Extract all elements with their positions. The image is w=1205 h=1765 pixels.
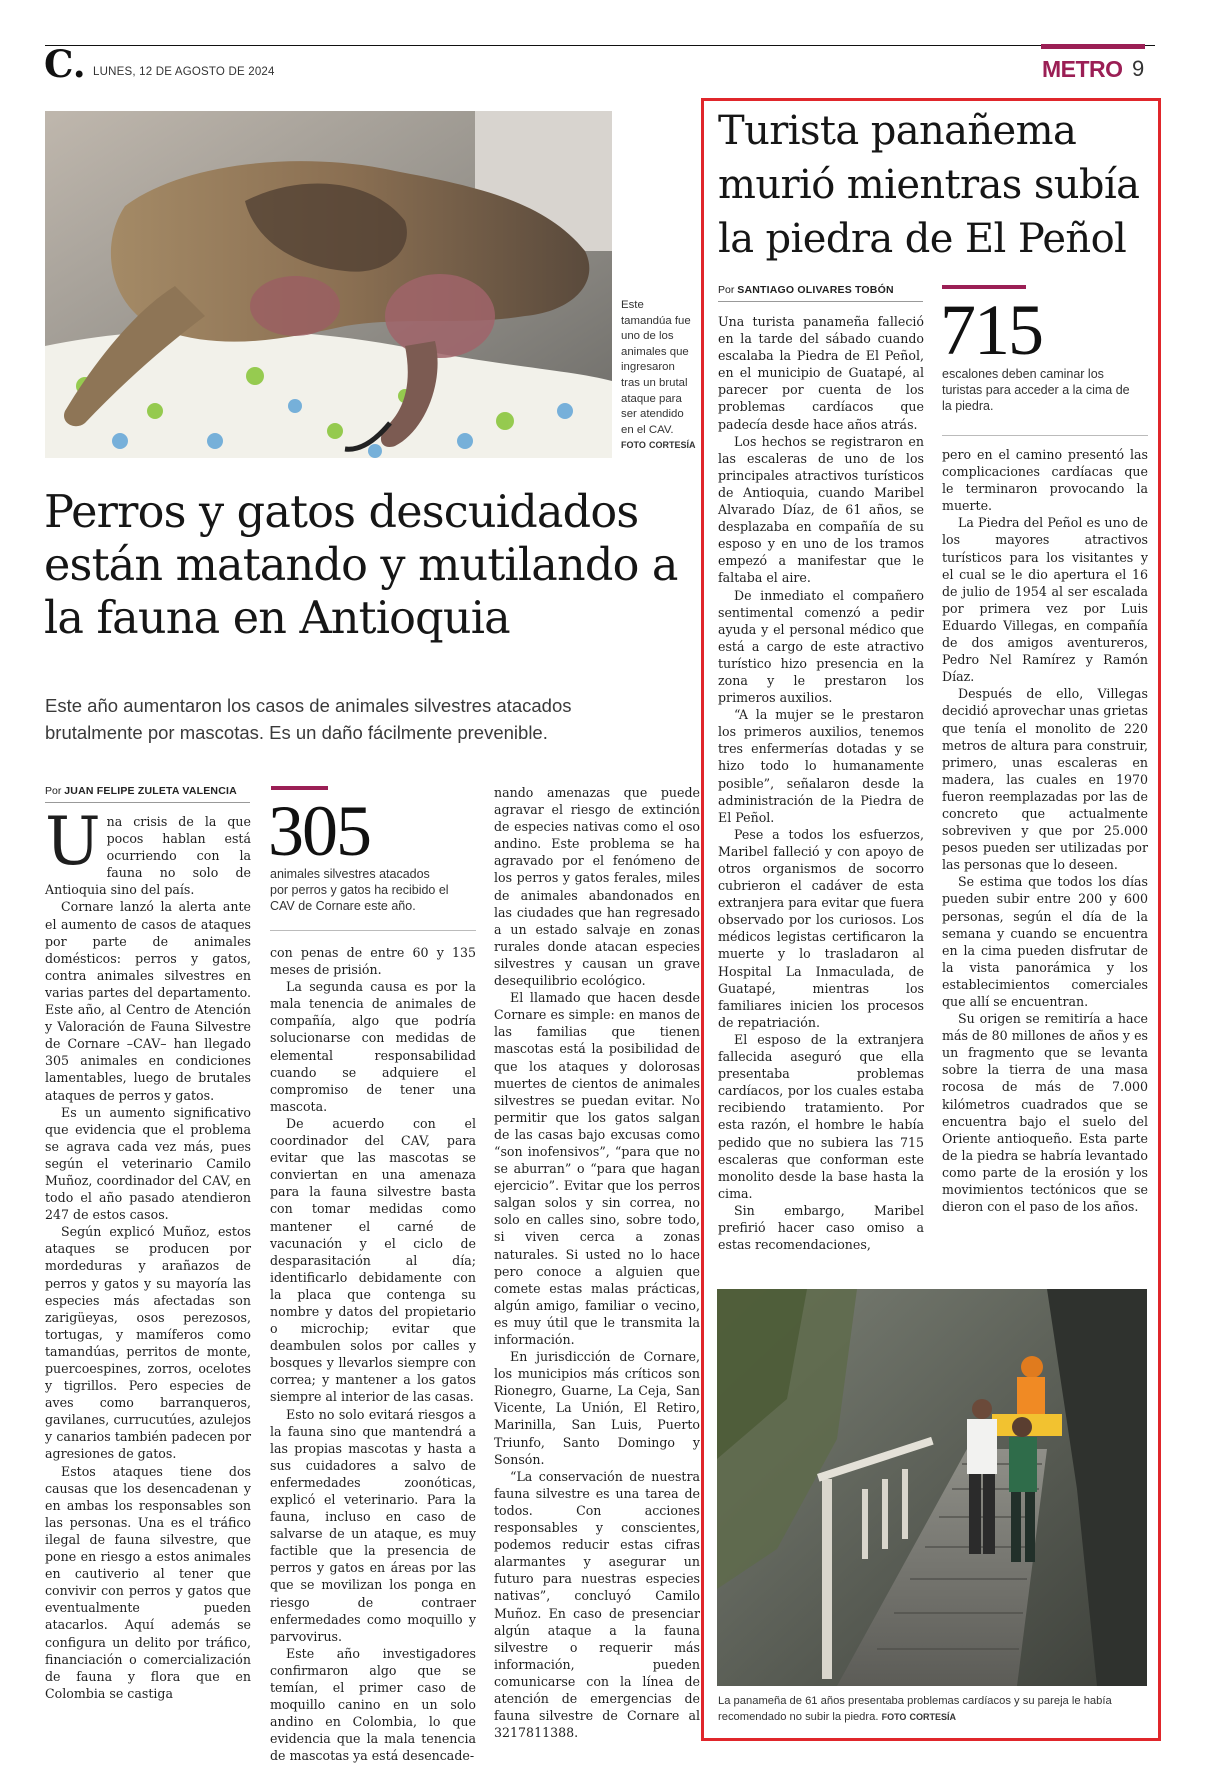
right-byline <box>718 284 923 302</box>
right-c1-p6: El esposo de la extranjera fallecida aseguró que ella presentaba problemas cardíacos, por los cuales estaba recibiendo tratamiento. Por esta razón, el hombre le había pedido que no subiera las 715 escaleras que conforman este monolito desde la base hasta la cima. <box>718 1031 924 1201</box>
left-stat-rule <box>270 930 476 931</box>
left-c2-p3: De acuerdo con el coordinador del CAV, para evitar que las mascotas se conviertan en una amenaza para la fauna silvestre basta con tomar medidas como mantener el carné de vacunación y el ciclo de desparasitación al día; identificarlo debidamente con la placa que contenga su nombre y datos del propietario o microchip; evitar que deambulen solos por calles y bosques y llevarlos siempre con correa; y mantener a los gatos siempre al interior de las casas. <box>270 1115 476 1405</box>
right-stat-bar <box>942 285 1026 289</box>
left-column-2 <box>270 944 476 1765</box>
masthead-date: LUNES, 12 DE AGOSTO DE 2024 <box>93 66 275 78</box>
right-c1-p5: Pese a todos los esfuerzos, Maribel falleció y con apoyo de otros organismos de socorro cubrieron el cadáver de esta extranjera para evitar que fuera observado por los curiosos. Los médicos legistas certificaron la muerte y lo trasladaron al Hospital La Inmaculada, de Guatapé, mientras los familiares inicien los procesos de repatriación. <box>718 826 924 1030</box>
left-dropcap: U <box>45 803 101 880</box>
left-c1-p1-text: na crisis de la que pocos hablan está ocurriendo con la fauna no solo de Antioquia sino del país. <box>45 814 251 898</box>
left-c3-p2: El llamado que hacen desde Cornare es simple: en manos de las familias que tienen mascotas está la posibilidad de que los ataques y dolorosas muertes de cientos de animales silvestres se puedan evitar. No permitir que los gatos salgan de las casas bajo excusas como “son inofensivos”, “para que no se aburran” o “para que hagan ejercicio”. Evitar que los perros salgan solos y sin correa, no solo en calles sino, sobre todo, si viven cerca a zonas naturales. Si usted no lo hace pero conoce a alguien que comete estas malas prácticas, algún amigo, familiar o vecino, es muy útil que le transmita la información. <box>494 990 700 1347</box>
right-stat-rule <box>942 435 1148 436</box>
left-headline: Perros y gatos descuidados están matando y mutilando a la fauna en Antioquia <box>44 487 678 644</box>
masthead-logo: C. <box>44 42 86 86</box>
anteater-credit: CORTESÍA <box>649 440 696 451</box>
right-c1-p4: “A la mujer se le prestaron los primeros auxilios, tenemos tres enfermerías dotadas y se hizo todo lo humanamente posible”, señalaron desde la administración de la Piedra de El Peñol. <box>718 707 924 825</box>
right-c1-p3: De inmediato el compañero sentimental comenzó a pedir ayuda y el personal médico que está a cargo de este atractivo turístico hizo presencia en la zona y le prestaron los primeros auxilios. <box>718 587 924 706</box>
left-c2-p5: Este año investigadores confirmaron algo que se temían, el primer caso de moquillo canino en un solo andino en Colombia, lo que evidencia que la mala tenencia de mascotas ya está desencade- <box>270 1645 476 1764</box>
right-column-1 <box>718 313 924 1253</box>
page-number: 9 <box>1132 56 1145 81</box>
staircase-credit: CORTESÍA <box>909 1712 957 1722</box>
left-stat-number: 305 <box>268 791 370 871</box>
left-c1-p4: Según explicó Muñoz, estos ataques se producen por mordeduras y arañazos de perros y gatos y su mayoría las especies más afectadas son zarigüeyas, osos perezosos, tortugas, y mamíferos como tamandúas, perritos de monte, puercoespines, zorros, ocelotes y tigrillos. Pero especies de aves como barranqueros, gavilanes, currucutúes, azulejos y canarios también padecen por agresiones de gatos. <box>45 1224 251 1462</box>
masthead-rule <box>45 45 1155 46</box>
right-c1-p7: Sin embargo, Maribel prefirió hacer caso omiso a estas recomendaciones, <box>718 1202 924 1253</box>
left-c3-p3: En jurisdicción de Cornare, los municipios más críticos son Rionegro, Guarne, La Ceja, San Vicente, La Unión, El Retiro, Marinilla, San Luis, Puerto Triunfo, Santo Domingo y Sonsón. <box>494 1349 700 1467</box>
left-stat-caption: animales silvestres atacados por perros y gatos ha recibido el CAV de Cornare este año. <box>270 867 449 913</box>
left-c1-p5: Estos ataques tiene dos causas que los desencadenan y en ambas los responsables son las personas. Una es el tráfico ilegal de fauna silvestre, que pone en riesgo a estos animales en cautiverio al tener que convivir con perros y gatos que eventualmente pueden atacarlos. Aquí además se configura un delito por tráfico, financiación o comercialización de fauna y flora que en Colombia se castiga <box>45 1463 251 1701</box>
right-c2-p1: pero en el camino presentó las complicaciones cardíacas que le terminaron provocando la muerte. <box>942 447 1148 514</box>
left-column-1 <box>45 803 251 1702</box>
left-byline <box>45 785 250 803</box>
staircase-caption <box>718 1693 1148 1725</box>
anteater-photo <box>45 111 612 458</box>
left-c3-p4: “La conservación de nuestra fauna silvestre es una tarea de todos. Con acciones responsables y conscientes, podemos reducir estas cifras alarmantes y asegurar un futuro para nuestras especies nativas”, concluyó Camilo Muñoz. En caso de presenciar algún ataque a la fauna silvestre o requerir más información, pueden comunicarse con la línea de atención de emergencias de fauna silvestre de Cornare al 3217811388. <box>494 1468 700 1741</box>
left-c1-p2: Cornare lanzó la alerta ante el aumento de casos de ataques por parte de animales domésticos: perros y gatos, contra animales silvestres en varias partes del departamento. Este año, al Centro de Atención y Valoración de Fauna Silvestre de Cornare –CAV– han llegado 305 animales en condiciones lamentables, luego de brutales ataques de perros y gatos. <box>45 899 251 1103</box>
left-byline-name: JUAN FELIPE ZULETA VALENCIA <box>64 785 237 797</box>
left-byline-prefix: Por <box>45 785 62 797</box>
right-stat-caption: escalones deben caminar los turistas para acceder a la cima de la piedra. <box>942 367 1130 413</box>
right-byline-prefix: Por <box>718 284 735 296</box>
left-c1-p3: Es un aumento significativo que evidencia que el problema se agrava cada vez más, pues según el veterinario Camilo Muñoz, coordinador del CAV, en todo el año pasado atendieron 247 de estos casos. <box>45 1104 251 1223</box>
right-byline-name: SANTIAGO OLIVARES TOBÓN <box>737 284 894 296</box>
staircase-caption-text: La panameña de 61 años presentaba problemas cardíacos y su pareja le había recomendado no subir la piedra. <box>718 1695 1112 1723</box>
right-stat-number: 715 <box>940 290 1042 370</box>
right-c2-p4: Se estima que todos los días pueden subir entre 200 y 600 personas, según el día de la semana y cuando se encuentra en la cima pueden disfrutar de la vista panorámica y los establecimientos comerciales que allí se encuentran. <box>942 874 1148 1009</box>
left-c2-p4: Esto no solo evitará riesgos a la fauna sino que mantendrá a las propias mascotas y hasta a sus cuidadores a salvo de enfermedades zoonóticas, explicó el veterinario. Para la fauna, incluso en caso de salvarse de un ataque, es muy factible que la presencia de perros y gatos en áreas por las que se movilizan los ponga en riesgo de contraer enfermedades como moquillo y parvovirus. <box>270 1406 476 1644</box>
left-column-3 <box>494 784 700 1741</box>
left-c2-p2: La segunda causa es por la mala tenencia de animales de compañía, algo que podría solucionarse con medidas de elemental responsabilidad cuando se adquiere el compromiso de tener una mascota. <box>270 979 476 1114</box>
staircase-credit-label: FOTO <box>881 1712 907 1722</box>
left-c3-p1: nando amenazas que puede agravar el riesgo de extinción de especies nativas como el oso andino. Este problema se ha agravado por el fenómeno de los perros y gatos ferales, miles de animales abandonados en las ciudades que han regresado a un estado salvaje en zonas rurales donde atacan especies silvestres y causan un grave desequilibrio ecológico. <box>494 785 700 989</box>
anteater-caption <box>621 298 696 454</box>
left-subhead: Este año aumentaron los casos de animales silvestres atacados brutalmente por mascotas. Es un daño fácilmente prevenible. <box>45 695 572 743</box>
right-c1-p1: Una turista panameña falleció en la tarde del sábado cuando escalaba la Piedra de El Peñol, en el municipio de Guatapé, al parecer por cuenta de los problemas cardíacos que padecía desde hace años atrás. <box>718 314 924 432</box>
right-c2-p5: Su origen se remitiría a hace más de 80 millones de años y es un fragmento que se levanta sobre la tierra de una masa rocosa de más de 7.000 kilómetros cuadrados que se encuentra bajo el suelo del Oriente antioqueño. Esta parte de la piedra se habría levantado como parte de la erosión y los movimientos tectónicos que se dieron con el paso de los años. <box>942 1011 1148 1215</box>
left-c1-p1 <box>45 803 251 898</box>
left-c2-p1: con penas de entre 60 y 135 meses de prisión. <box>270 945 476 978</box>
right-headline: Turista panañema murió mientras subía la piedra de El Peñol <box>718 108 1140 262</box>
left-stat-bar <box>271 786 328 790</box>
right-column-2 <box>942 446 1148 1215</box>
right-c2-p2: La Piedra del Peñol es uno de los mayores atractivos turísticos para los visitantes y el cual se le dio apertura el 16 de julio de 1954 al ser escalada por primera vez por Luis Eduardo Villegas, en compañía de dos amigos aventureros, Pedro Nel Ramírez y Ramón Díaz. <box>942 515 1148 685</box>
right-c2-p3: Después de ello, Villegas decidió aprovechar unas grietas que tenía el monolito de 220 metros de altura para construir, primero, unas escaleras en madera, las cuales en 1970 fueron reemplazadas por las de concreto que actualmente sobreviven y que por 25.000 pesos pueden ser utilizadas por las personas que lo deseen. <box>942 686 1148 873</box>
anteater-caption-text: Este tamandúa fue uno de los animales que ingresaron tras un brutal ataque para ser atendido en el CAV. <box>621 299 691 436</box>
section-bar <box>1041 44 1145 49</box>
right-c1-p2: Los hechos se registraron en las escaleras de uno de los principales atractivos turísticos de Antioquia, cuando Maribel Alvarado Díaz, de 61 años, se desplazaba en compañía de su esposo y en uno de los tramos empezó a manifestar que le faltaba el aire. <box>718 433 924 586</box>
anteater-credit-label: FOTO <box>621 440 646 451</box>
staircase-photo <box>717 1289 1147 1686</box>
section-title: METRO <box>1042 56 1123 82</box>
